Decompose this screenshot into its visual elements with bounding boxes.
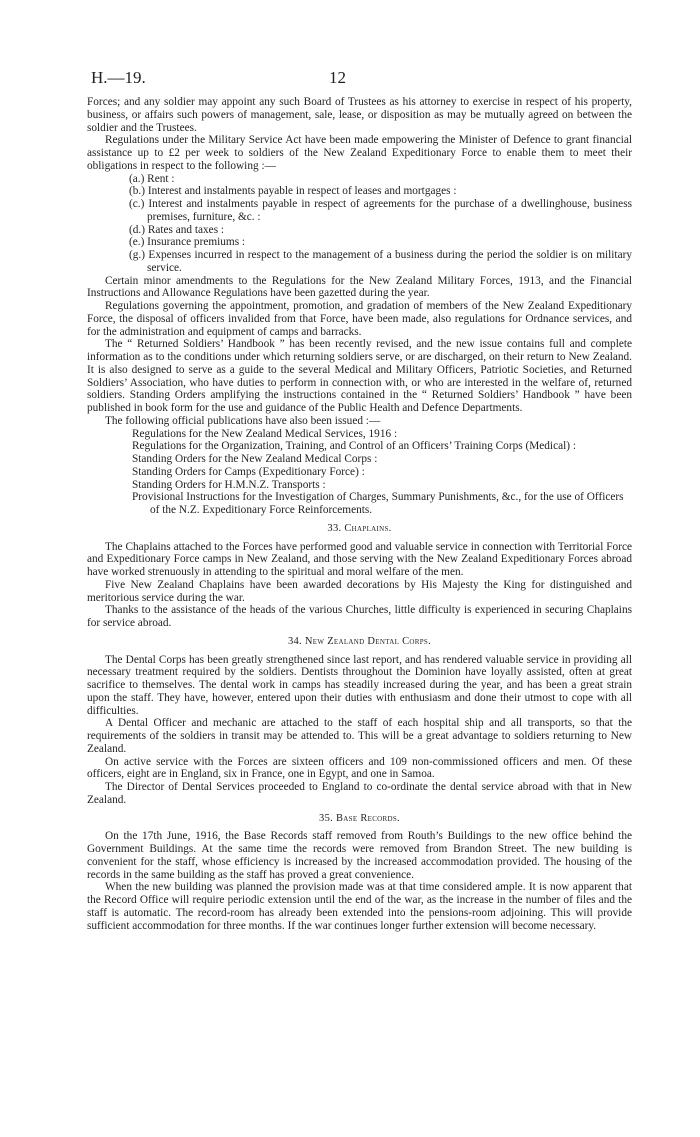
paragraph: Five New Zealand Chaplains have been awarded decorations by His Majesty the King for distinguished and meritorious service during the war. bbox=[87, 578, 632, 604]
paragraph: Thanks to the assistance of the heads of the various Churches, little difficulty is experienced in securing Chaplains for service abroad. bbox=[87, 604, 632, 629]
section-number: 33. bbox=[327, 522, 342, 534]
publication-item: Regulations for the New Zealand Medical Services, 1916 : bbox=[132, 427, 398, 440]
paragraph: On the 17th June, 1916, the Base Records staff removed from Routh’s Buildings to the new office behind the Government Buildings. At the same time the records were removed from Brandon Street. The new building is convenient for the staff, whose efficiency is increased by the increased accommodation provided. The housing of the records in the same building as the staff has proved a great convenience. bbox=[87, 830, 632, 881]
list-item: (a.) Rent : bbox=[129, 172, 175, 185]
paragraph: The following official publications have also been issued :— bbox=[105, 414, 381, 427]
paragraph: The Dental Corps has been greatly strengthened since last report, and has rendered valuable service in providing all necessary treatment required by the soldiers. Dentists throughout the Dominion have loyally assisted, often at great sacrifice to themselves. The dental work in camps has steadily increased during the year, and has been a great strain upon the staff. They have, however, entered upon their duties with enthusiasm and done their utmost to cope with all difficulties. bbox=[87, 653, 632, 717]
paragraph: Regulations governing the appointment, promotion, and gradation of members of the New Zealand Expeditionary Force, the disposal of officers invalided from that Force, have been made, also regulations for Ordnance services, and for the administration and equipment of camps and barracks. bbox=[87, 300, 632, 338]
paragraph: A Dental Officer and mechanic are attached to the staff of each hospital ship and all transports, so that the requirements of the soldiers in transit may be attended to. This will be a great advantage to soldiers returning to New Zealand. bbox=[87, 717, 632, 755]
section-title: Chaplains. bbox=[344, 522, 392, 534]
section-number: 34. bbox=[287, 635, 302, 647]
section-heading bbox=[87, 523, 632, 536]
section-heading bbox=[87, 636, 632, 649]
publication-item: Standing Orders for Camps (Expeditionary Force) : bbox=[132, 465, 365, 478]
list-item: (c.) Interest and instalments payable in respect of agreements for the purchase of a dwellinghouse, business premises, furniture, &c. : bbox=[129, 198, 632, 223]
list-item: (e.) Insurance premiums : bbox=[129, 236, 246, 249]
paragraph: Forces; and any soldier may appoint any such Board of Trustees as his attorney to exercise in respect of his property, business, or affairs such powers of management, sale, lease, or disposition as may be mutually agreed on between the soldier and the Trustees. bbox=[87, 96, 632, 134]
section-title: New Zealand Dental Corps. bbox=[304, 635, 432, 647]
publication-item: Provisional Instructions for the Investigation of Charges, Summary Punishments, &c., for the use of Officers of the N.Z. Expeditionary Force Reinforcements. bbox=[132, 491, 624, 516]
list-item: (g.) Expenses incurred in respect to the management of a business during the period the soldier is on military service. bbox=[129, 249, 632, 274]
paragraph: Regulations under the Military Service Act have been made empowering the Minister of Defence to grant financial assistance up to £2 per week to soldiers of the New Zealand Expeditionary Force to enable them to meet their obligations in respect to the following :— bbox=[87, 134, 632, 172]
paragraph: On active service with the Forces are sixteen officers and 109 non-commissioned officers and men. Of these officers, eight are in England, six in France, one in Egypt, and one in Samoa. bbox=[87, 755, 632, 781]
list-item: (d.) Rates and taxes : bbox=[129, 223, 225, 236]
paragraph: The Director of Dental Services proceeded to England to co-ordinate the dental service abroad with that in New Zealand. bbox=[87, 781, 632, 806]
publication-item: Regulations for the Organization, Training, and Control of an Officers’ Training Corps (Medical) : bbox=[132, 440, 576, 453]
section-number: 35. bbox=[319, 812, 334, 824]
paragraph: When the new building was planned the provision made was at that time considered ample. It is now apparent that the Record Office will require periodic extension until the end of the war, as the increase in the number of files and the staff is automatic. The record-room has already been extended into the pensions-room adjoining. This will provide sufficient accommodation for three months. If the war continues longer further extension will become necessary. bbox=[87, 881, 632, 932]
paragraph: The Chaplains attached to the Forces have performed good and valuable service in connection with Territorial Force and Expeditionary Force camps in New Zealand, and those serving with the New Zealand Expeditionary Forces abroad have worked strenuously in attending to the spiritual and moral welfare of the men. bbox=[87, 540, 632, 578]
paragraph: Certain minor amendments to the Regulations for the New Zealand Military Forces, 1913, and the Financial Instructions and Allowance Regulations have been gazetted during the year. bbox=[87, 274, 632, 300]
parliamentary-paper-code: H.—19. bbox=[91, 68, 146, 87]
paragraph: The “ Returned Soldiers’ Handbook ” has been recently revised, and the new issue contains full and complete information as to the conditions under which returning soldiers serve, or are discharged, on their return to New Zealand. It is also designed to serve as a guide to the several Medical and Military Officers, Patriotic Societies, and Returned Soldiers’ Association, who have duties to perform in connection with, or who are interested in the welfare of, returned soldiers. Standing Orders amplifying the instructions contained in the “ Returned Soldiers’ Handbook ” have been published in book form for the use and guidance of the Public Health and Defence Departments. bbox=[87, 338, 632, 414]
publication-item: Standing Orders for H.M.N.Z. Transports : bbox=[132, 478, 326, 491]
section-title: Base Records. bbox=[335, 812, 400, 824]
publication-item: Standing Orders for the New Zealand Medical Corps : bbox=[132, 453, 378, 465]
page-number: 12 bbox=[329, 68, 346, 87]
document-body bbox=[87, 96, 632, 932]
page-header bbox=[91, 68, 636, 90]
section-heading bbox=[87, 813, 632, 826]
list-item: (b.) Interest and instalments payable in respect of leases and mortgages : bbox=[129, 185, 457, 198]
